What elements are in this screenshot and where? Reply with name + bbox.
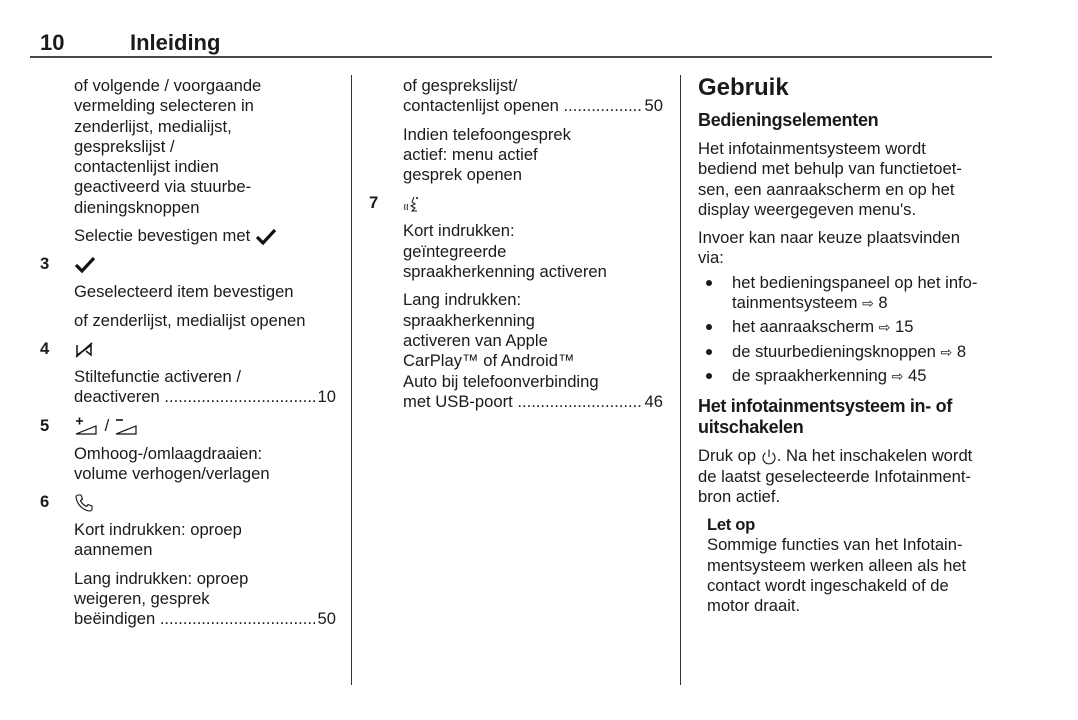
text-line: bron actief.	[698, 486, 781, 506]
text-line: Indien telefoongesprek	[403, 124, 571, 144]
text-line: zenderlijst, medialijst,	[74, 116, 232, 136]
text-line: of gesprekslijst/	[403, 76, 518, 95]
item-number: 7	[369, 193, 379, 213]
section-title: Inleiding	[130, 30, 221, 55]
text-line: motor draait.	[707, 596, 801, 616]
text: contactenlijst openen .....	[403, 96, 642, 116]
paragraph-short-press-voice	[403, 221, 663, 282]
column-3	[698, 74, 998, 617]
paragraph-confirm-selection	[74, 226, 336, 246]
text-line: bediend met behulp van functietoet-	[698, 159, 962, 179]
item-3	[40, 254, 336, 274]
leader-line	[403, 96, 663, 116]
header-rule	[30, 56, 992, 58]
page-reference-arrow-icon: ⇨	[862, 295, 874, 312]
text-line: volume verhogen/verlagen	[74, 463, 270, 483]
paragraph-mute	[74, 367, 336, 408]
text-line: het bedieningspaneel op het info-	[732, 272, 978, 292]
text-line: geactiveerd via stuurbe-	[74, 177, 252, 197]
item-number: 5	[40, 415, 50, 435]
text-line: Het infotainmentsysteem in- of	[698, 396, 953, 417]
item-4	[40, 338, 336, 359]
text: Druk op	[698, 446, 757, 466]
leader-line	[74, 609, 336, 629]
bullet-item	[698, 273, 998, 314]
paragraph-input	[698, 228, 998, 269]
leader-line	[403, 392, 663, 412]
page-number: 10	[40, 30, 65, 55]
item-7	[369, 193, 663, 213]
text-line: Lang indrukken: oproep	[74, 568, 249, 588]
text: de stuurbedieningsknoppen	[732, 341, 936, 361]
text-line: Het infotainmentsysteem wordt	[698, 139, 926, 158]
page-ref[interactable]: 15	[895, 317, 914, 337]
text: tainmentsysteem	[732, 293, 858, 313]
text-line: of volgende / voorgaande	[74, 76, 262, 95]
text: met USB-poort .....	[403, 392, 642, 412]
page-ref[interactable]: 45	[907, 365, 927, 385]
subheading-controls: Bedieningselementen	[698, 110, 879, 130]
voice-recognition-icon	[403, 195, 423, 213]
paragraph-open-list: of zenderlijst, medialijst openen	[74, 310, 306, 330]
page-reference-arrow-icon: ⇨	[940, 343, 953, 360]
column-2	[369, 76, 663, 420]
paragraph-long-press-call	[74, 569, 336, 630]
text-line: de laatst geselecteerde Infotainment-	[698, 466, 972, 486]
paragraph-confirm-item: Geselecteerd item bevestigen	[74, 282, 294, 302]
text-line: contactenlijst indien	[74, 157, 219, 177]
item-5	[40, 415, 336, 436]
text-line: mentsysteem werken alleen als het	[707, 555, 967, 575]
text-line: Kort indrukken:	[403, 221, 515, 241]
column-1	[40, 76, 336, 638]
text-line: via:	[698, 248, 724, 268]
text: het aanraakscherm	[732, 317, 875, 337]
volume-down-icon	[114, 416, 140, 436]
note-box	[707, 515, 998, 616]
checkmark-icon	[74, 256, 96, 274]
text-line: Kort indrukken: oproep	[74, 520, 242, 540]
column-divider-2	[680, 75, 681, 685]
bullet-item	[698, 366, 998, 386]
text-line: contact wordt ingeschakeld of de	[707, 576, 949, 596]
leader-line	[74, 387, 336, 407]
text-line: weigeren, gesprek	[74, 589, 210, 609]
text-line: Stiltefunctie activeren /	[74, 366, 241, 386]
text-line: CarPlay™ of Android™	[403, 351, 575, 371]
text-line: Lang indrukken:	[403, 290, 522, 310]
bullet-item	[698, 342, 998, 362]
text-line: display weergegeven menu's.	[698, 199, 917, 219]
power-icon	[761, 448, 777, 466]
bullet-item	[698, 317, 998, 337]
text: de spraakherkenning	[732, 365, 887, 385]
paragraph-navigate	[74, 76, 336, 218]
item-number: 3	[40, 254, 50, 274]
text: . Na het inschakelen wordt	[776, 446, 973, 466]
text-line: gesprekslijst /	[74, 136, 175, 156]
mute-speaker-icon	[74, 341, 94, 359]
text-line: spraakherkenning	[403, 310, 535, 330]
text-line: gesprek openen	[403, 165, 523, 185]
text-line: aannemen	[74, 540, 153, 560]
paragraph-short-press-call	[74, 520, 336, 561]
text-line: spraakherkenning activeren	[403, 262, 607, 282]
text-line: Sommige functies van het Infotain-	[707, 535, 963, 555]
phone-icon	[74, 493, 94, 513]
page-reference-arrow-icon: ⇨	[878, 319, 891, 336]
text-line: vermelding selecteren in	[74, 96, 254, 116]
paragraph-long-press-voice	[403, 290, 663, 412]
text-line: Omhoog-/omlaagdraaien:	[74, 443, 263, 463]
page-ref[interactable]: 8	[878, 293, 888, 313]
page-ref[interactable]: 50	[644, 96, 663, 116]
paragraph-intro	[698, 139, 998, 220]
subheading-power	[698, 396, 998, 438]
page-ref[interactable]: 50	[317, 609, 336, 629]
page-ref[interactable]: 10	[317, 387, 336, 407]
text-line: Invoer kan naar keuze plaatsvinden	[698, 228, 960, 248]
text: deactiveren .....	[74, 387, 315, 407]
text: beëindigen .....	[74, 609, 315, 629]
item-number: 6	[40, 492, 50, 512]
note-title: Let op	[707, 515, 755, 535]
column-divider-1	[351, 75, 352, 685]
checkmark-icon	[255, 228, 277, 246]
heading-gebruik: Gebruik	[698, 74, 789, 101]
paragraph-open-calllist	[403, 76, 663, 117]
text-line: uitschakelen	[698, 417, 804, 438]
text: Selectie bevestigen met	[74, 226, 251, 246]
text-line: actief: menu actief	[403, 144, 538, 164]
text-line: Auto bij telefoonverbinding	[403, 371, 599, 391]
text-line: activeren van Apple	[403, 330, 548, 350]
page-reference-arrow-icon: ⇨	[891, 367, 904, 384]
paragraph-volume	[74, 444, 336, 485]
text-line: geïntegreerde	[403, 241, 507, 261]
item-6	[40, 492, 336, 512]
text-line: dieningsknoppen	[74, 197, 200, 217]
volume-up-icon	[74, 416, 100, 436]
paragraph-active-call	[403, 125, 663, 186]
paragraph-power	[698, 446, 998, 507]
page-ref[interactable]: 46	[644, 391, 663, 411]
item-number: 4	[40, 338, 50, 358]
separator: /	[104, 415, 110, 435]
page-ref[interactable]: 8	[956, 341, 967, 361]
text-line: sen, een aanraakscherm en op het	[698, 179, 955, 199]
